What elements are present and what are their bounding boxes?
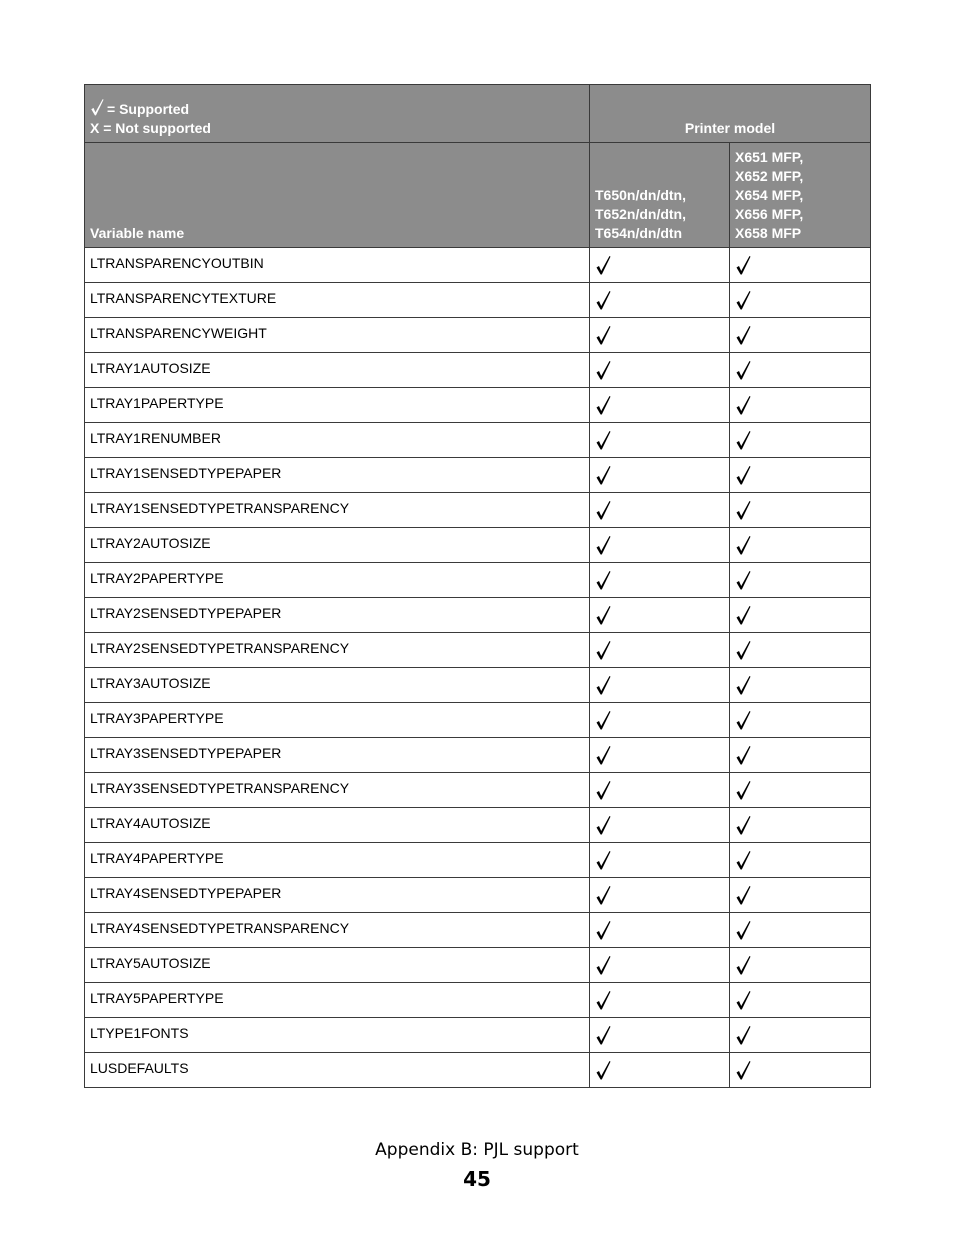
checkmark-icon	[595, 605, 611, 625]
variable-name-cell: LTRAY3PAPERTYPE	[85, 703, 590, 738]
checkmark-icon	[735, 500, 751, 520]
model2-header	[730, 143, 871, 248]
model2-support-cell	[730, 808, 871, 843]
table-row	[85, 843, 871, 878]
checkmark-icon	[595, 885, 611, 905]
checkmark-icon	[595, 290, 611, 310]
model2-support-cell	[730, 528, 871, 563]
variable-name-cell: LTRAY4SENSEDTYPETRANSPARENCY	[85, 913, 590, 948]
table-row	[85, 528, 871, 563]
checkmark-icon	[735, 325, 751, 345]
variable-name-cell: LTRAY1RENUMBER	[85, 423, 590, 458]
table-row	[85, 563, 871, 598]
model1-support-cell	[590, 1018, 730, 1053]
variable-name-header: Variable name	[85, 143, 590, 248]
variable-name-cell: LTRAY3SENSEDTYPEPAPER	[85, 738, 590, 773]
checkmark-icon	[595, 710, 611, 730]
checkmark-icon	[595, 640, 611, 660]
model2-support-cell	[730, 318, 871, 353]
checkmark-icon	[595, 850, 611, 870]
variable-name-cell: LTRANSPARENCYWEIGHT	[85, 318, 590, 353]
variable-name-cell: LTYPE1FONTS	[85, 1018, 590, 1053]
checkmark-icon	[735, 605, 751, 625]
variable-name-cell: LTRAY1SENSEDTYPEPAPER	[85, 458, 590, 493]
variable-name-cell: LTRAY2SENSEDTYPEPAPER	[85, 598, 590, 633]
variable-name-cell: LTRAY4AUTOSIZE	[85, 808, 590, 843]
checkmark-icon	[735, 955, 751, 975]
checkmark-icon	[735, 255, 751, 275]
model2-support-cell	[730, 598, 871, 633]
variable-name-cell: LTRAY1PAPERTYPE	[85, 388, 590, 423]
model1-support-cell	[590, 843, 730, 878]
table-row	[85, 633, 871, 668]
table-row	[85, 738, 871, 773]
model1-line: T650n/dn/dtn,	[595, 187, 686, 203]
variable-name-cell: LTRAY4SENSEDTYPEPAPER	[85, 878, 590, 913]
legend-cell	[85, 85, 590, 143]
checkmark-icon	[595, 430, 611, 450]
checkmark-icon	[595, 1060, 611, 1080]
table-row	[85, 598, 871, 633]
variable-name-cell: LTRANSPARENCYOUTBIN	[85, 248, 590, 283]
model1-support-cell	[590, 283, 730, 318]
model1-support-cell	[590, 318, 730, 353]
checkmark-icon	[595, 535, 611, 555]
model1-support-cell	[590, 773, 730, 808]
model1-support-cell	[590, 563, 730, 598]
table-row	[85, 283, 871, 318]
model1-support-cell	[590, 1053, 730, 1088]
model1-header	[590, 143, 730, 248]
variable-name-cell: LTRAY1AUTOSIZE	[85, 353, 590, 388]
checkmark-icon	[595, 1025, 611, 1045]
checkmark-icon	[735, 570, 751, 590]
checkmark-icon	[595, 255, 611, 275]
table-row	[85, 703, 871, 738]
checkmark-icon	[735, 885, 751, 905]
checkmark-icon	[735, 290, 751, 310]
model1-support-cell	[590, 598, 730, 633]
model2-support-cell	[730, 563, 871, 598]
checkmark-icon	[735, 675, 751, 695]
variable-name-cell: LTRAY4PAPERTYPE	[85, 843, 590, 878]
variable-name-cell: LUSDEFAULTS	[85, 1053, 590, 1088]
checkmark-icon	[735, 465, 751, 485]
checkmark-icon	[735, 1025, 751, 1045]
model1-support-cell	[590, 738, 730, 773]
checkmark-icon	[595, 570, 611, 590]
model2-support-cell	[730, 283, 871, 318]
header-row-legend	[85, 85, 871, 143]
table-row	[85, 878, 871, 913]
model2-line: X658 MFP	[735, 225, 802, 241]
model1-support-cell	[590, 808, 730, 843]
variable-name-cell: LTRAY3AUTOSIZE	[85, 668, 590, 703]
model1-support-cell	[590, 703, 730, 738]
variable-name-cell: LTRAY2AUTOSIZE	[85, 528, 590, 563]
checkmark-icon	[735, 780, 751, 800]
legend-supported	[90, 98, 584, 119]
table-row	[85, 948, 871, 983]
model2-support-cell	[730, 493, 871, 528]
model2-support-cell	[730, 248, 871, 283]
variable-name-cell: LTRAY2SENSEDTYPETRANSPARENCY	[85, 633, 590, 668]
table-row	[85, 983, 871, 1018]
model2-support-cell	[730, 388, 871, 423]
model1-support-cell	[590, 983, 730, 1018]
variable-name-cell: LTRANSPARENCYTEXTURE	[85, 283, 590, 318]
table-row	[85, 668, 871, 703]
table-row	[85, 808, 871, 843]
table-row	[85, 318, 871, 353]
model2-support-cell	[730, 668, 871, 703]
model2-support-cell	[730, 423, 871, 458]
model2-support-cell	[730, 843, 871, 878]
model1-support-cell	[590, 458, 730, 493]
model2-support-cell	[730, 1018, 871, 1053]
model1-support-cell	[590, 633, 730, 668]
table-row	[85, 1018, 871, 1053]
model2-support-cell	[730, 948, 871, 983]
checkmark-icon	[595, 780, 611, 800]
model1-support-cell	[590, 528, 730, 563]
legend-supported-label: = Supported	[107, 101, 190, 117]
checkmark-icon	[735, 815, 751, 835]
model1-support-cell	[590, 948, 730, 983]
variable-name-cell: LTRAY5AUTOSIZE	[85, 948, 590, 983]
checkmark-icon	[595, 465, 611, 485]
checkmark-icon	[735, 710, 751, 730]
table-row	[85, 353, 871, 388]
model1-support-cell	[590, 423, 730, 458]
printer-model-header: Printer model	[590, 85, 871, 143]
checkmark-icon	[735, 745, 751, 765]
model2-line: X652 MFP,	[735, 168, 804, 184]
table-row	[85, 248, 871, 283]
checkmark-icon	[595, 815, 611, 835]
model2-support-cell	[730, 353, 871, 388]
table-body	[85, 248, 871, 1088]
model2-line: X656 MFP,	[735, 206, 804, 222]
model2-support-cell	[730, 633, 871, 668]
checkmark-icon	[735, 920, 751, 940]
table-row	[85, 423, 871, 458]
checkmark-icon	[595, 395, 611, 415]
model1-support-cell	[590, 248, 730, 283]
variable-name-cell: LTRAY1SENSEDTYPETRANSPARENCY	[85, 493, 590, 528]
model2-support-cell	[730, 878, 871, 913]
model2-line: X651 MFP,	[735, 149, 804, 165]
checkmark-icon	[735, 535, 751, 555]
checkmark-icon	[595, 990, 611, 1010]
model2-line: X654 MFP,	[735, 187, 804, 203]
model2-support-cell	[730, 983, 871, 1018]
legend-not-supported: X = Not supported	[90, 120, 211, 136]
checkmark-icon	[735, 850, 751, 870]
model1-support-cell	[590, 913, 730, 948]
model2-support-cell	[730, 738, 871, 773]
table-row	[85, 458, 871, 493]
checkmark-icon	[595, 500, 611, 520]
checkmark-icon	[595, 745, 611, 765]
checkmark-icon	[595, 325, 611, 345]
checkmark-icon	[90, 98, 104, 116]
pjl-variable-support-table	[84, 84, 871, 1088]
model2-support-cell	[730, 913, 871, 948]
model1-support-cell	[590, 388, 730, 423]
model1-line: T654n/dn/dtn	[595, 225, 683, 241]
table-row	[85, 1053, 871, 1088]
model2-support-cell	[730, 773, 871, 808]
table-row	[85, 773, 871, 808]
table-row	[85, 388, 871, 423]
checkmark-icon	[595, 675, 611, 695]
checkmark-icon	[735, 1060, 751, 1080]
checkmark-icon	[735, 990, 751, 1010]
variable-name-cell: LTRAY2PAPERTYPE	[85, 563, 590, 598]
checkmark-icon	[735, 395, 751, 415]
checkmark-icon	[735, 430, 751, 450]
page-number: 45	[463, 1167, 491, 1191]
header-row-columns	[85, 143, 871, 248]
footer-title: Appendix B: PJL support	[375, 1140, 579, 1160]
model2-support-cell	[730, 1053, 871, 1088]
model2-support-cell	[730, 458, 871, 493]
checkmark-icon	[595, 955, 611, 975]
model1-support-cell	[590, 353, 730, 388]
model1-support-cell	[590, 878, 730, 913]
model1-support-cell	[590, 493, 730, 528]
checkmark-icon	[595, 920, 611, 940]
model2-support-cell	[730, 703, 871, 738]
table-row	[85, 493, 871, 528]
variable-name-cell: LTRAY5PAPERTYPE	[85, 983, 590, 1018]
checkmark-icon	[735, 640, 751, 660]
variable-name-cell: LTRAY3SENSEDTYPETRANSPARENCY	[85, 773, 590, 808]
model1-support-cell	[590, 668, 730, 703]
checkmark-icon	[595, 360, 611, 380]
table-row	[85, 913, 871, 948]
checkmark-icon	[735, 360, 751, 380]
model1-line: T652n/dn/dtn,	[595, 206, 686, 222]
